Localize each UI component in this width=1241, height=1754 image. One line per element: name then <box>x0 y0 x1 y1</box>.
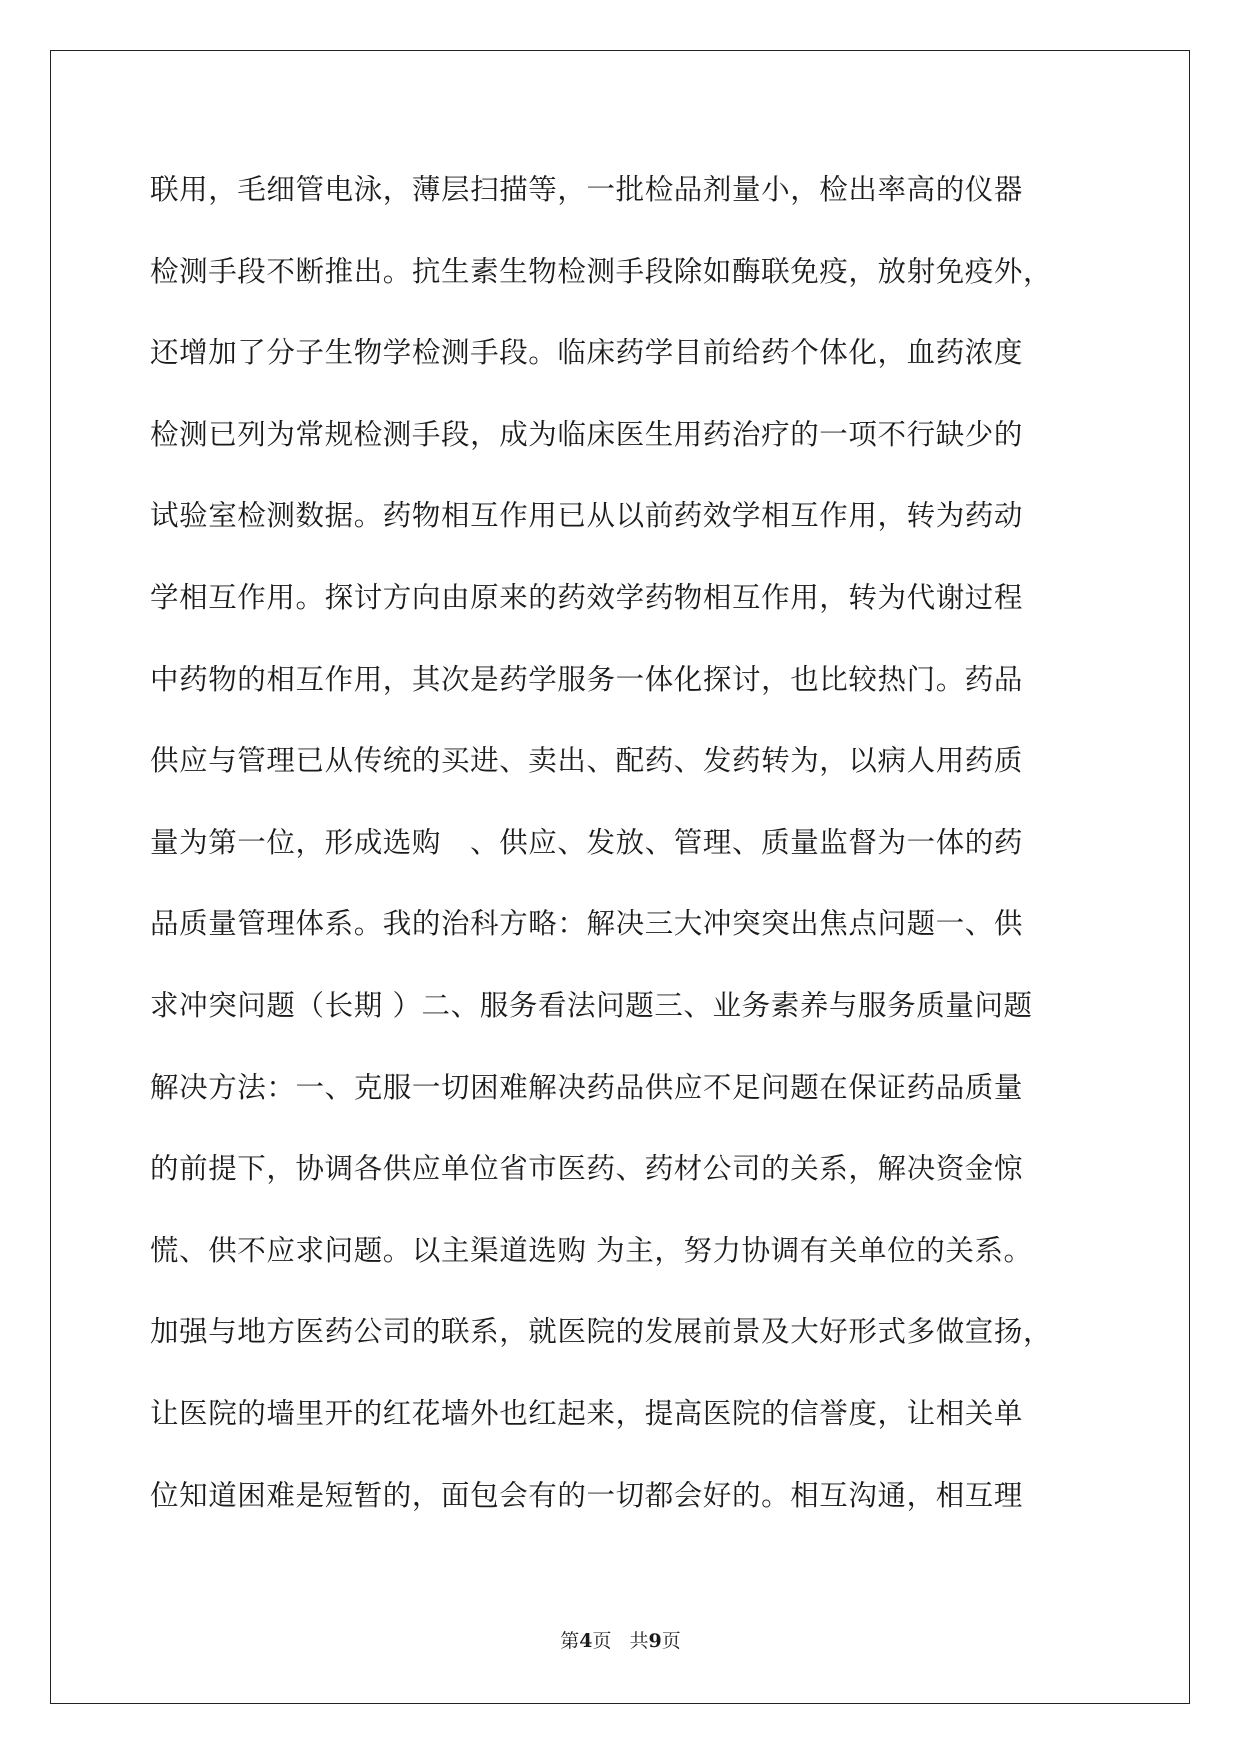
text-line: 学相互作用。探讨方向由原来的药效学药物相互作用，转为代谢过程 <box>150 580 1024 614</box>
text-line: 中药物的相互作用，其次是药学服务一体化探讨，也比较热门。药品 <box>150 662 1024 696</box>
text-line: 加强与地方医药公司的联系，就医院的发展前景及大好形式多做宣扬， <box>150 1315 1053 1349</box>
text-line: 解决方法：一、克服一切困难解决药品供应不足问题在保证药品质量 <box>150 1070 1024 1104</box>
total-suffix: 页 <box>661 1630 681 1652</box>
page-number: 4 <box>579 1630 593 1652</box>
text-line: 的前提下，协调各供应单位省市医药、药材公司的关系，解决资金惊 <box>150 1152 1024 1186</box>
page-prefix: 第 <box>560 1630 580 1652</box>
total-prefix: 共 <box>629 1630 649 1652</box>
page-footer <box>0 1626 1241 1653</box>
page-suffix: 页 <box>592 1630 612 1652</box>
text-line: 检测已列为常规检测手段，成为临床医生用药治疗的一项不行缺少的 <box>150 417 1024 451</box>
text-line: 慌、供不应求问题。以主渠道选购 为主，努力协调有关单位的关系。 <box>150 1233 1033 1267</box>
text-line: 品质量管理体系。我的治科方略：解决三大冲突突出焦点问题一、供 <box>150 907 1024 941</box>
text-line: 联用，毛细管电泳，薄层扫描等，一批检品剂量小，检出率高的仪器 <box>150 173 1024 206</box>
text-line: 供应与管理已从传统的买进、卖出、配药、发药转为，以病人用药质 <box>150 744 1024 778</box>
document-body <box>150 160 1090 1547</box>
text-line: 让医院的墙里开的红花墙外也红起来，提高医院的信誉度，让相关单 <box>150 1396 1024 1430</box>
text-line: 求冲突问题（长期 ）二、服务看法问题三、业务素养与服务质量问题 <box>150 988 1033 1022</box>
text-line: 检测手段不断推出。抗生素生物检测手段除如酶联免疫，放射免疫外， <box>150 254 1053 288</box>
text-line: 试验室检测数据。药物相互作用已从以前药效学相互作用，转为药动 <box>150 499 1024 533</box>
text-line: 还增加了分子生物学检测手段。临床药学目前给药个体化，血药浓度 <box>150 336 1024 370</box>
text-line: 量为第一位，形成选购 、供应、发放、管理、质量监督为一体的药 <box>150 825 1024 859</box>
text-line: 位知道困难是短暂的，面包会有的一切都会好的。相互沟通，相互理 <box>150 1478 1024 1512</box>
total-pages: 9 <box>648 1630 662 1652</box>
